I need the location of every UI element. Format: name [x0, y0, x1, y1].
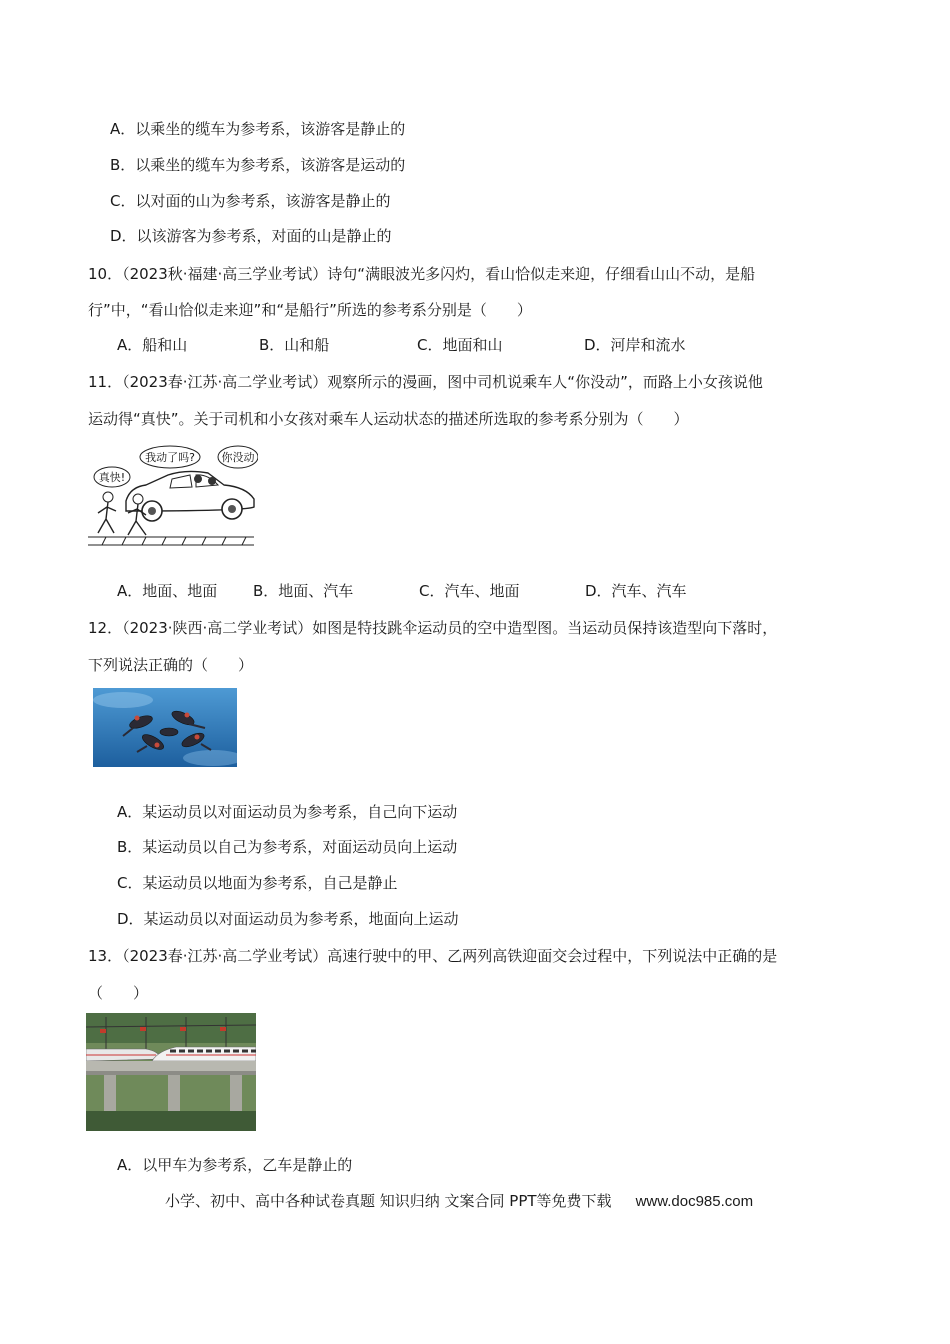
q11-option-c: C．汽车、地面	[419, 582, 520, 600]
q13-stem-line1: 13．（2023春·江苏·高二学业考试）高速行驶中的甲、乙两列高铁迎面交会过程中，下列说法中正确的是	[88, 947, 778, 965]
q11-cartoon	[86, 441, 258, 551]
q11-options	[117, 581, 687, 601]
footer-url[interactable]: www.doc985.com	[635, 1193, 754, 1210]
q12-option-a: A．某运动员以对面运动员为参考系，自己向下运动	[117, 803, 458, 821]
bubble-ni-mei-dong: 你没动	[221, 451, 255, 464]
q10-stem-line1: 10．（2023秋·福建·高三学业考试）诗句“满眼波光多闪灼，看山恰似走来迎，仔细看山山不动，是船	[88, 265, 756, 283]
q13-stem-line2: （ ）	[88, 984, 149, 1002]
q10-option-a: A．船和山	[117, 336, 188, 354]
q10-option-d: D．河岸和流水	[584, 336, 686, 354]
footer-text: 小学、初中、高中各种试卷真题 知识归纳 文案合同 PPT等免费下载	[165, 1192, 612, 1210]
q9-option-a: A．以乘坐的缆车为参考系，该游客是静止的	[110, 120, 406, 138]
q11-stem-line2: 运动得“真快”。关于司机和小女孩对乘车人运动状态的描述所选取的参考系分别为（ ）	[88, 410, 689, 428]
q11-option-a: A．地面、地面	[117, 582, 218, 600]
q12-option-d: D．某运动员以对面运动员为参考系，地面向上运动	[117, 910, 459, 928]
q10-option-b: B．山和船	[259, 336, 330, 354]
q10-options	[117, 335, 686, 355]
q11-option-d: D．汽车、汽车	[585, 582, 687, 600]
q12-option-b: B．某运动员以自己为参考系，对面运动员向上运动	[117, 838, 458, 856]
q11-option-b: B．地面、汽车	[253, 582, 354, 600]
q13-option-a: A．以甲车为参考系，乙车是静止的	[117, 1156, 353, 1174]
high-speed-trains-illustration	[86, 1013, 256, 1131]
q10-option-c: C．地面和山	[417, 336, 503, 354]
page-footer	[165, 1191, 753, 1212]
skydivers-illustration	[93, 688, 237, 767]
bubble-wo-dong-le-ma: 我动了吗?	[145, 451, 195, 464]
q11-stem-line1: 11．（2023春·江苏·高二学业考试）观察所示的漫画，图中司机说乘车人“你没动”，而路上小女孩说他	[88, 373, 763, 391]
q12-stem-line1: 12．（2023·陕西·高二学业考试）如图是特技跳伞运动员的空中造型图。当运动员保持该造型向下落时，	[88, 619, 778, 637]
q12-skydivers-photo	[93, 688, 237, 767]
q9-option-b: B．以乘坐的缆车为参考系，该游客是运动的	[110, 156, 406, 174]
q13-trains-photo	[86, 1013, 256, 1131]
q12-stem-line2: 下列说法正确的（ ）	[88, 656, 254, 674]
q9-option-d: D．以该游客为参考系，对面的山是静止的	[110, 227, 392, 245]
q9-option-c: C．以对面的山为参考系，该游客是静止的	[110, 192, 391, 210]
car-cartoon-illustration	[86, 441, 258, 551]
q10-stem-line2: 行”中，“看山恰似走来迎”和“是船行”所选的参考系分别是（ ）	[88, 301, 532, 319]
q12-option-c: C．某运动员以地面为参考系，自己是静止	[117, 874, 398, 892]
bubble-zhen-kuai: 真快!	[98, 471, 126, 484]
